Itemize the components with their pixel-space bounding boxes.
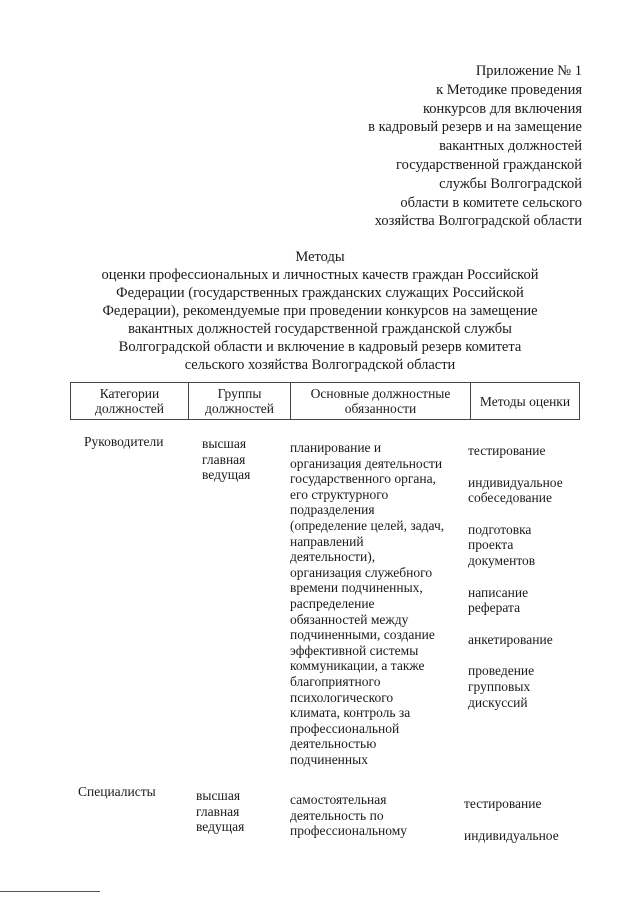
- duty-line: самостоятельная: [290, 792, 387, 807]
- header-categories-line: Категории: [99, 386, 160, 401]
- method-line: анкетирование: [468, 631, 553, 647]
- duty-line: деятельности),: [290, 549, 376, 565]
- duty-line: государственного органа,: [290, 471, 436, 487]
- title-line: Волгоградской области и включение в кадровый резерв комитета: [118, 339, 522, 355]
- duty-line: деятельностью: [290, 736, 377, 752]
- duty-line: психологического: [290, 689, 394, 705]
- method-line: тестирование: [464, 796, 542, 811]
- method-item: [468, 443, 563, 459]
- group-item: ведущая: [196, 819, 245, 835]
- method-item: [468, 663, 563, 710]
- row-2-methods: [464, 796, 559, 859]
- header-groups-line: должностей: [205, 401, 274, 416]
- title-line: Федерации (государственных гражданских служащих Российской: [116, 285, 524, 301]
- appendix-line: конкурсов для включения: [422, 100, 582, 117]
- row-2-groups: [196, 788, 244, 835]
- table-header: [70, 382, 580, 420]
- row-1-groups: [202, 436, 250, 483]
- duty-line: деятельность по: [290, 807, 384, 823]
- appendix-line: службы Волгоградской: [439, 175, 582, 192]
- header-categories-line: должностей: [95, 401, 164, 416]
- duty-line: профессиональному: [290, 823, 407, 839]
- method-line: групповых: [468, 678, 531, 694]
- duty-line: климата, контроль за: [290, 705, 411, 721]
- duty-line: подразделения: [290, 502, 375, 518]
- method-item: [464, 828, 559, 844]
- title-line: Методы: [295, 249, 345, 265]
- header-duties-line: Основные должностные: [310, 386, 451, 401]
- method-line: проекта: [468, 537, 514, 553]
- group-item: высшая: [196, 788, 241, 803]
- method-line: документов: [468, 552, 536, 568]
- group-item: ведущая: [202, 467, 251, 483]
- method-item: [464, 796, 559, 812]
- row-1-category: Руководители: [84, 434, 164, 449]
- duty-line: (определение целей, задач,: [290, 517, 445, 533]
- duty-line: благоприятного: [290, 673, 381, 689]
- appendix-line: государственной гражданской: [396, 156, 582, 173]
- method-line: проведение: [468, 663, 535, 679]
- appendix-line: к Методике проведения: [436, 81, 582, 98]
- group-item: высшая: [202, 436, 247, 451]
- footnote-separator: [0, 891, 100, 892]
- method-line: тестирование: [468, 443, 546, 458]
- method-line: индивидуальное: [468, 474, 563, 490]
- header-methods-line: Методы оценки: [479, 393, 571, 409]
- title-line: оценки профессиональных и личностных качеств граждан Российской: [101, 267, 539, 283]
- duty-line: организация служебного: [290, 564, 433, 580]
- duty-line: профессиональной: [290, 720, 400, 736]
- group-item: главная: [202, 451, 246, 467]
- row-1-methods: [468, 443, 563, 726]
- method-item: [468, 522, 563, 569]
- method-line: реферата: [468, 600, 521, 616]
- duty-line: коммуникации, а также: [290, 658, 425, 674]
- group-item: главная: [196, 803, 240, 819]
- title-line: Федерации), рекомендуемые при проведении конкурсов на замещение: [102, 303, 538, 319]
- duty-line: времени подчиненных,: [290, 580, 423, 596]
- row-2-category: Специалисты: [78, 784, 156, 799]
- title-line: вакантных должностей государственной гражданской службы: [128, 321, 512, 337]
- document-title: [70, 248, 570, 374]
- duty-line: обязанностей между: [290, 611, 409, 627]
- duty-line: организация деятельности: [290, 455, 443, 471]
- header-duties: [291, 383, 471, 419]
- header-methods: [471, 383, 579, 419]
- row-2-duties: [290, 792, 407, 839]
- method-item: [468, 632, 563, 648]
- header-categories: [71, 383, 189, 419]
- appendix-line: хозяйства Волгоградской области: [374, 213, 582, 230]
- appendix-line: области в комитете сельского: [400, 194, 582, 211]
- duty-line: подчиненных: [290, 751, 368, 767]
- method-line: дискуссий: [468, 694, 528, 710]
- method-item: [468, 475, 563, 506]
- method-line: собеседование: [468, 490, 552, 506]
- title-line: сельского хозяйства Волгоградской области: [184, 357, 456, 373]
- duty-line: направлений: [290, 533, 364, 549]
- row-1-duties: [290, 440, 444, 767]
- header-groups-line: Группы: [217, 386, 262, 401]
- method-line: индивидуальное: [464, 827, 559, 843]
- appendix-header: [368, 62, 582, 231]
- appendix-line: в кадровый резерв и на замещение: [368, 119, 582, 136]
- duty-line: эффективной системы: [290, 642, 419, 658]
- appendix-line: вакантных должностей: [439, 138, 582, 155]
- method-line: написание: [468, 584, 529, 600]
- header-groups: [189, 383, 291, 419]
- duty-line: подчиненными, создание: [290, 627, 435, 643]
- method-line: подготовка: [468, 521, 532, 537]
- duty-line: его структурного: [290, 486, 389, 502]
- duty-line: распределение: [290, 595, 375, 611]
- header-duties-line: обязанности: [344, 401, 417, 416]
- duty-line: планирование и: [290, 440, 382, 455]
- method-item: [468, 585, 563, 616]
- appendix-line: Приложение № 1: [475, 63, 582, 79]
